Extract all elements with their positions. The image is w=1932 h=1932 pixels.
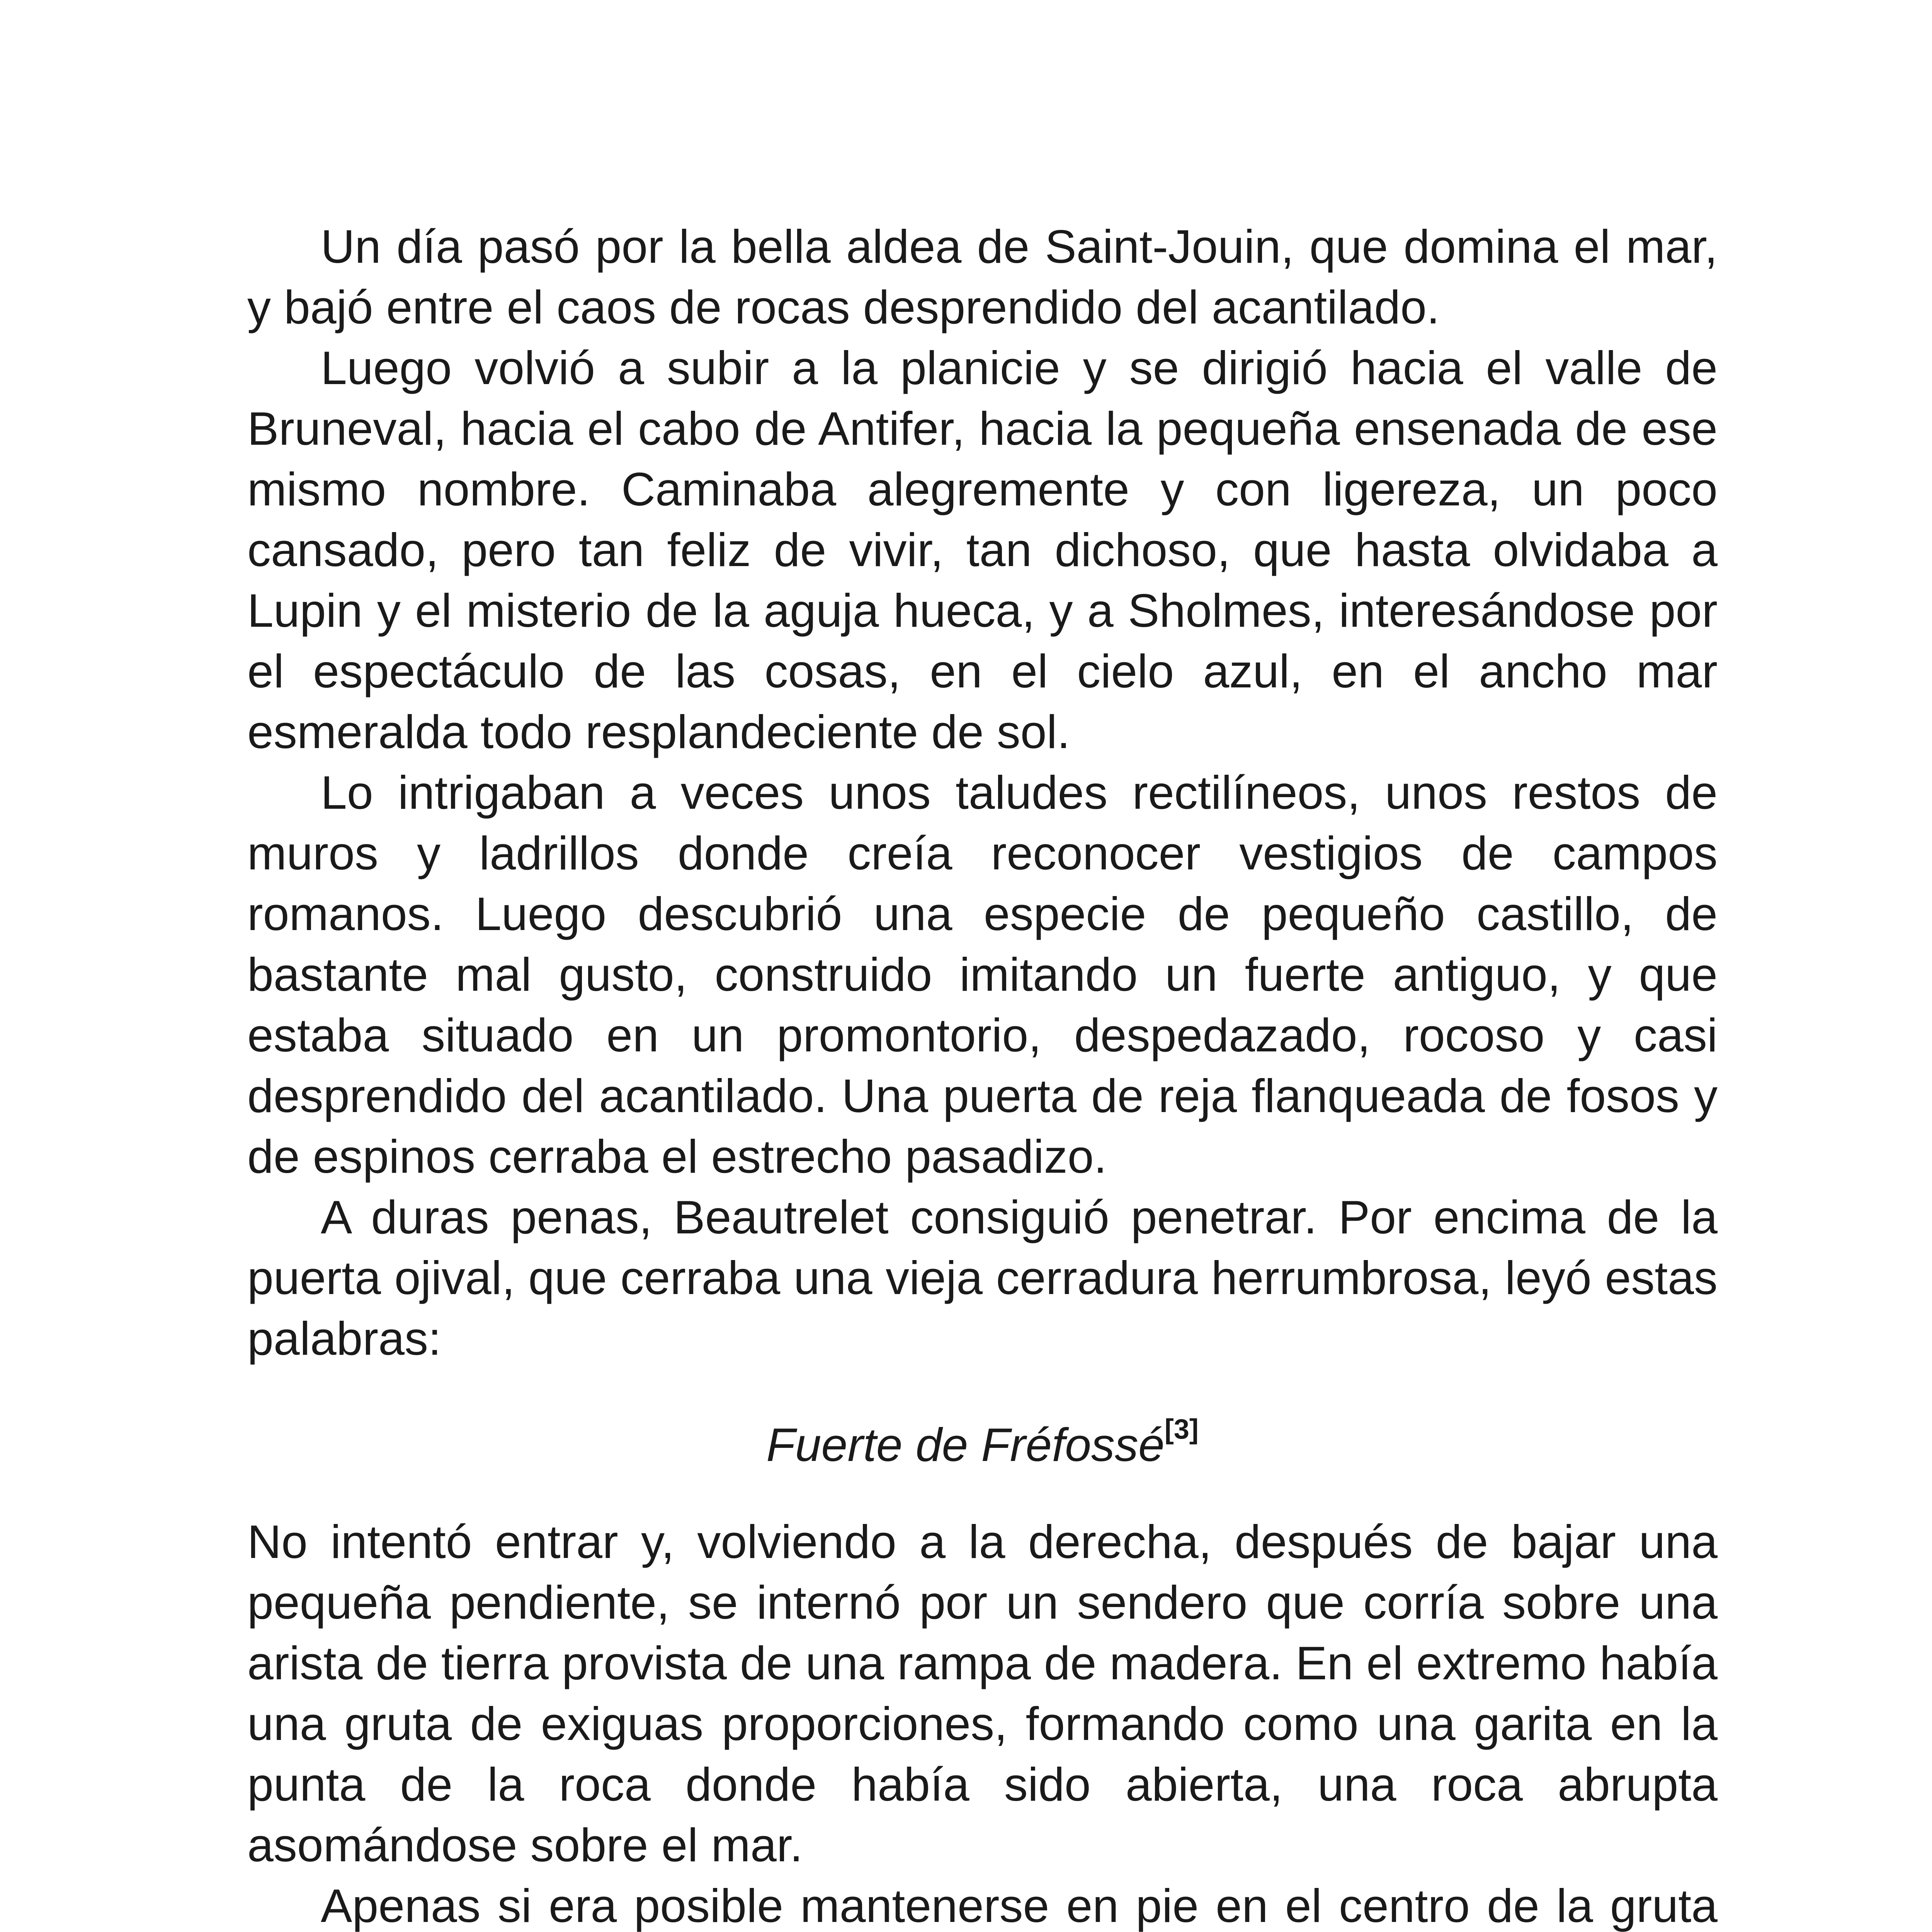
- paragraph-1: Un día pasó por la bella aldea de Saint-Jouin, que domina el mar, y bajó entre el caos de rocas desprendido del acantilado.: [247, 220, 1718, 333]
- paragraph-5: No intentó entrar y, volviendo a la derecha, después de bajar una pequeña pendiente, se internó por un sendero que corría sobre una arista de tierra provista de una rampa de madera. En el extremo había una gruta de exiguas proporciones, formando como una garita en la punta de la roca donde había sido abierta, una roca abrupta asomándose sobre el mar.: [247, 1515, 1718, 1871]
- paragraph-3: Lo intrigaban a veces unos taludes rectilíneos, unos restos de muros y ladrillos donde creía reconocer vestigios de campos romanos. Luego descubrió una especie de pequeño castillo, de bastante mal gusto, construido imitando un fuerte antiguo, y que estaba situado en un promontorio, despedazado, rocoso y casi desprendido del acantilado. Una puerta de reja flanqueada de fosos y de espinos cerraba el estrecho pasadizo.: [247, 766, 1718, 1183]
- footnote-reference-link[interactable]: [3]: [1164, 1414, 1199, 1445]
- inscription-heading: [247, 1415, 1718, 1475]
- inscription-text: Fuerte de Fréfossé: [766, 1418, 1165, 1471]
- paragraph-6: Apenas si era posible mantenerse en pie en el centro de la gruta: [321, 1879, 1718, 1932]
- paragraph-2: Luego volvió a subir a la planicie y se dirigió hacia el valle de Bruneval, hacia el cabo de Antifer, hacia la pequeña ensenada de ese mismo nombre. Caminaba alegremente y con ligereza, un poco cansado, pero tan feliz de vivir, tan dichoso, que hasta olvidaba a Lupin y el misterio de la aguja hueca, y a Sholmes, interesándose por el espectáculo de las cosas, en el cielo azul, en el ancho mar esmeralda todo resplandeciente de sol.: [247, 342, 1718, 758]
- book-page: [247, 216, 1718, 1932]
- paragraph-4: A duras penas, Beautrelet consiguió penetrar. Por encima de la puerta ojival, que cerraba una vieja cerradura herrumbrosa, leyó estas palabras:: [247, 1191, 1718, 1365]
